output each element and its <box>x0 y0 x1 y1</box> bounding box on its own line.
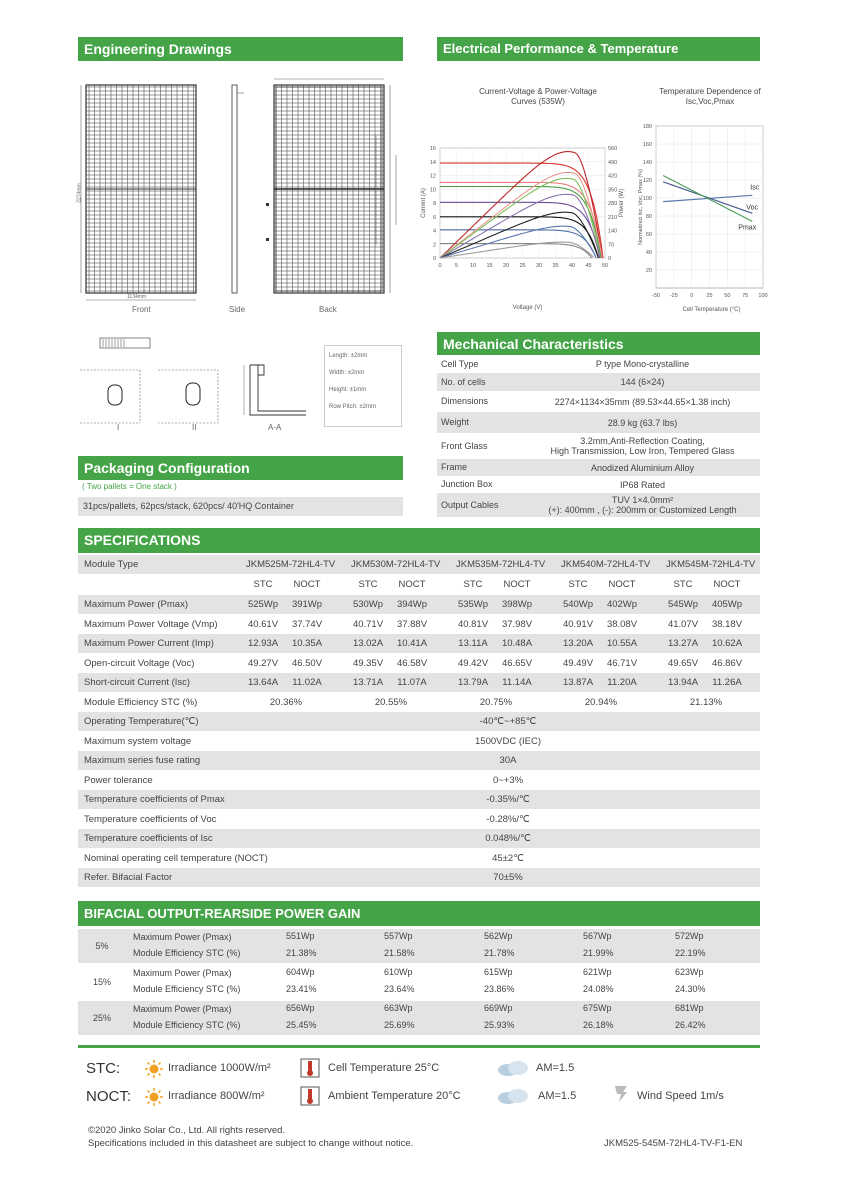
stc-am: AM=1.5 <box>536 1062 575 1074</box>
bifacial-gain-percent: 25% <box>92 1013 111 1023</box>
iv-y-tick: 8 <box>432 201 436 207</box>
spec-label: Temperature coefficients of Isc <box>84 833 213 844</box>
thermometer-icon <box>300 1058 320 1078</box>
temp-y-tick: 40 <box>645 250 652 256</box>
spec-value: 46.58V <box>396 657 428 669</box>
temp-y-tick: 180 <box>642 124 652 130</box>
mechanical-header: Mechanical Characteristics <box>437 332 760 355</box>
iv-y-right-tick: 0 <box>608 256 612 262</box>
mechanical-row <box>437 412 760 433</box>
noct-wind-speed: Wind Speed 1m/s <box>637 1090 724 1102</box>
mechanical-value-line: (+): 400mm , (-): 200mm or Customized Length <box>548 505 737 515</box>
spec-value: 13.79A <box>457 677 489 688</box>
spec-value: 40.91V <box>562 618 594 630</box>
spec-value: 30A <box>499 755 517 766</box>
temp-x-label: Cell Temperature (°C) <box>682 307 741 313</box>
iv-y-tick: 2 <box>432 242 436 249</box>
mechanical-value <box>525 459 760 476</box>
bifacial-eff-value: 25.69% <box>384 1020 415 1030</box>
drawing-back-label: Back <box>319 305 337 314</box>
mechanical-value <box>525 493 760 517</box>
bifacial-eff-label: Module Efficiency STC (%) <box>133 1020 241 1030</box>
bifacial-gain-percent: 5% <box>95 941 109 951</box>
spec-label: Short-circuit Current (Isc) <box>84 677 191 688</box>
iv-chart-title <box>438 87 638 107</box>
bifacial-eff-label: Module Efficiency STC (%) <box>133 984 241 994</box>
bifacial-group <box>78 965 760 999</box>
iv-y-right-tick: 490 <box>608 159 618 166</box>
iv-x-tick: 40 <box>568 263 576 269</box>
iv-y-tick: 16 <box>429 146 436 152</box>
noct-ambient-temperature: Ambient Temperature 20°C <box>328 1090 461 1102</box>
mechanical-value <box>525 476 760 493</box>
spec-value: 40.71V <box>352 618 384 630</box>
bifacial-power-value: 669Wp <box>484 1003 513 1013</box>
mechanical-value-line: 2274×1134×35mm (89.53×44.65×1.38 inch) <box>554 396 731 407</box>
temp-series-label: Voc <box>746 204 758 212</box>
footer-copyright: ©2020 Jinko Solar Co., Ltd. All rights reserved. <box>88 1125 286 1136</box>
mechanical-value-line: IP68 Rated <box>619 479 666 490</box>
bifacial-eff-value: 21.78% <box>484 948 515 958</box>
tolerance-row-pitch: Row Pitch: ±2mm <box>329 404 376 410</box>
bifacial-table <box>78 929 760 1039</box>
spec-row <box>78 693 760 712</box>
bifacial-group <box>78 1001 760 1035</box>
spec-value: 0~+3% <box>492 774 524 786</box>
iv-y-label: Current (A) <box>421 188 427 218</box>
packaging-note: ( Two pallets = One stack ) <box>82 482 177 491</box>
temp-y-tick: 100 <box>642 196 652 202</box>
bifacial-bottom-rule <box>78 1045 760 1048</box>
temp-x-tick: 50 <box>724 293 731 299</box>
iv-x-tick: 10 <box>469 263 477 269</box>
iv-x-tick: 5 <box>454 263 459 269</box>
spec-label: Module Efficiency STC (%) <box>84 696 198 708</box>
noct-label: NOCT: <box>86 1088 131 1105</box>
spec-value: 11.20A <box>607 677 637 688</box>
iv-x-label: Voltage (V) <box>512 305 543 311</box>
spec-value: 46.65V <box>501 657 533 669</box>
bifacial-eff-value: 23.86% <box>484 984 515 994</box>
mechanical-value <box>525 391 760 412</box>
section-label-i: I <box>117 423 120 432</box>
spec-value: 46.50V <box>291 657 323 669</box>
temp-x-tick: 25 <box>706 293 713 299</box>
iv-x-tick: 15 <box>486 263 493 269</box>
spec-row <box>78 732 760 751</box>
spec-value: 20.75% <box>479 696 513 708</box>
spec-label: Operating Temperature(℃) <box>84 716 199 727</box>
iv-y-right-tick: 420 <box>608 173 618 180</box>
spec-value: 45±2℃ <box>492 852 524 864</box>
cloud-icon <box>496 1087 530 1105</box>
spec-value: 11.07A <box>397 677 427 688</box>
temp-x-tick: -25 <box>669 293 678 299</box>
temp-x-tick: -50 <box>652 293 660 299</box>
spec-value: 540Wp <box>562 599 594 610</box>
iv-x-tick: 20 <box>502 263 510 269</box>
mechanical-label: Front Glass <box>441 441 488 451</box>
spec-row <box>78 751 760 770</box>
spec-value: 13.94A <box>667 677 699 688</box>
spec-noct-heading: NOCT <box>713 579 741 590</box>
spec-value: 20.94% <box>584 696 618 708</box>
mechanical-row <box>437 493 760 517</box>
spec-label: Temperature coefficients of Voc <box>84 813 217 825</box>
mechanical-value-line: 28.9 kg (63.7 lbs) <box>607 417 678 428</box>
temp-y-tick: 60 <box>645 232 652 238</box>
spec-row <box>78 849 760 868</box>
spec-label: Temperature coefficients of Pmax <box>84 794 225 805</box>
drawing-front-label: Front <box>132 305 151 314</box>
spec-noct-heading: NOCT <box>608 579 636 590</box>
section-label-aa: A-A <box>268 423 282 432</box>
bifacial-power-label: Maximum Power (Pmax) <box>133 1004 232 1014</box>
spec-row <box>78 615 760 634</box>
spec-value: 46.71V <box>606 657 638 669</box>
spec-label: Nominal operating cell temperature (NOCT) <box>84 852 268 864</box>
spec-value: 405Wp <box>711 599 743 610</box>
spec-value: 398Wp <box>501 599 533 610</box>
sun-icon <box>145 1060 163 1078</box>
mechanical-label: Output Cables <box>441 500 499 510</box>
mechanical-value-line: Anodized Aluminium Alloy <box>590 462 695 473</box>
mechanical-label: No. of cells <box>441 377 486 387</box>
iv-y-tick: 6 <box>432 214 436 221</box>
bifacial-eff-value: 21.99% <box>583 948 614 958</box>
mechanical-row <box>437 459 760 476</box>
iv-y-tick: 12 <box>429 173 436 180</box>
specifications-header: SPECIFICATIONS <box>78 528 760 553</box>
iv-y-right-tick: 210 <box>608 214 618 221</box>
spec-row <box>78 595 760 614</box>
bifacial-power-value: 663Wp <box>384 1003 413 1013</box>
spec-value: -40℃~+85℃ <box>479 716 537 727</box>
mechanical-table <box>437 355 760 517</box>
bifacial-eff-value: 24.30% <box>675 984 706 994</box>
spec-value: 38.18V <box>711 618 743 630</box>
mechanical-value <box>525 355 760 373</box>
detail-drawings-figure <box>78 335 318 435</box>
thermometer-icon <box>300 1086 320 1106</box>
drawing-height-dim: 2274mm <box>76 183 83 203</box>
spec-row <box>78 790 760 809</box>
iv-chart <box>415 140 630 320</box>
mechanical-label: Junction Box <box>441 479 493 489</box>
spec-value: 37.74V <box>291 618 323 630</box>
spec-row <box>78 654 760 673</box>
bifacial-power-value: 623Wp <box>675 967 704 977</box>
spec-value: 46.86V <box>711 657 743 669</box>
temp-y-label: Normalized Isc, Voc, Pmax (%) <box>638 169 644 245</box>
mechanical-value-line: P type Mono-crystalline <box>595 359 690 369</box>
iv-y-right-tick: 280 <box>608 201 618 207</box>
bifacial-power-label: Maximum Power (Pmax) <box>133 932 232 942</box>
specifications-table <box>78 555 760 890</box>
bifacial-eff-value: 23.64% <box>384 984 415 994</box>
packaging-header: Packaging Configuration <box>78 456 403 480</box>
bifacial-eff-value: 25.93% <box>484 1020 515 1030</box>
spec-model-name: JKM525M-72HL4-TV <box>246 559 336 570</box>
iv-x-tick: 25 <box>519 263 526 269</box>
spec-value: 40.81V <box>457 618 489 630</box>
mechanical-value <box>525 373 760 391</box>
conditions-panel <box>78 1054 760 1114</box>
spec-value: 525Wp <box>247 599 279 610</box>
stc-irradiance: Irradiance 1000W/m² <box>168 1062 271 1074</box>
spec-value: 13.27A <box>667 638 699 649</box>
spec-row <box>78 868 760 887</box>
spec-value: 10.35A <box>291 638 323 649</box>
temp-chart <box>628 118 778 318</box>
spec-value: 37.98V <box>501 618 533 630</box>
cloud-icon <box>496 1059 530 1077</box>
spec-row <box>78 771 760 790</box>
spec-value: -0.35%/℃ <box>486 794 530 805</box>
spec-value: 11.14A <box>502 677 532 688</box>
electrical-performance-header: Electrical Performance & Temperature Dependence <box>437 37 760 61</box>
spec-value: 13.20A <box>562 638 594 649</box>
spec-value: 530Wp <box>352 599 384 610</box>
bifacial-power-value: 567Wp <box>583 931 612 941</box>
spec-label: Module Type <box>84 559 139 570</box>
mechanical-row <box>437 391 760 412</box>
spec-value: 13.02A <box>352 638 384 649</box>
spec-value: 49.65V <box>667 657 699 669</box>
spec-label: Maximum Power Current (Imp) <box>84 638 214 649</box>
iv-y-right-tick: 140 <box>608 228 618 235</box>
spec-row <box>78 634 760 653</box>
spec-model-name: JKM530M-72HL4-TV <box>351 559 441 570</box>
spec-model-name: JKM540M-72HL4-TV <box>561 559 651 570</box>
spec-value: 37.88V <box>396 618 428 630</box>
spec-row <box>78 712 760 731</box>
bifacial-power-value: 675Wp <box>583 1003 612 1013</box>
spec-row <box>78 673 760 692</box>
temp-chart-title-line-2: Isc,Voc,Pmax <box>685 97 735 106</box>
temp-y-tick: 120 <box>642 178 652 184</box>
noct-irradiance: Irradiance 800W/m² <box>168 1090 265 1102</box>
bifacial-power-value: 604Wp <box>286 967 315 977</box>
iv-y-right-tick: 560 <box>608 146 618 152</box>
spec-value: 13.71A <box>352 677 384 688</box>
bifacial-power-value: 572Wp <box>675 931 704 941</box>
bifacial-power-value: 681Wp <box>675 1003 704 1013</box>
spec-value: 70±5% <box>493 872 523 883</box>
bifacial-power-value: 656Wp <box>286 1003 315 1013</box>
iv-x-tick: 0 <box>438 263 442 269</box>
iv-y-tick: 0 <box>432 256 436 262</box>
temp-x-tick: 100 <box>758 293 768 299</box>
engineering-drawings-figure <box>78 75 403 325</box>
bifacial-eff-value: 23.41% <box>286 984 317 994</box>
bifacial-power-value: 621Wp <box>583 967 612 977</box>
bifacial-power-value: 557Wp <box>384 931 413 941</box>
bifacial-eff-value: 21.38% <box>286 948 317 958</box>
bifacial-eff-label: Module Efficiency STC (%) <box>133 948 241 958</box>
temp-x-tick: 75 <box>742 293 749 299</box>
stc-cell-temperature: Cell Temperature 25°C <box>328 1062 440 1074</box>
noct-am: AM=1.5 <box>538 1090 577 1102</box>
spec-value: 49.27V <box>247 657 279 669</box>
mechanical-value-line: 3.2mm,Anti-Reflection Coating, <box>580 436 705 446</box>
temp-y-tick: 160 <box>642 142 652 148</box>
spec-label: Maximum series fuse rating <box>84 755 201 766</box>
mechanical-label: Weight <box>441 417 469 427</box>
spec-value: 13.64A <box>247 677 279 688</box>
bifacial-eff-value: 21.58% <box>384 948 415 958</box>
spec-value: 10.48A <box>501 638 533 649</box>
mechanical-row <box>437 433 760 459</box>
spec-value: 13.11A <box>458 638 488 649</box>
spec-stc-heading: STC <box>568 579 588 590</box>
spec-value: 402Wp <box>606 599 638 610</box>
iv-y-tick: 4 <box>432 228 436 235</box>
spec-condition-row <box>78 575 760 594</box>
iv-y-right-label: Power (W) <box>619 188 625 218</box>
bifacial-header: BIFACIAL OUTPUT-REARSIDE POWER GAIN <box>78 901 760 926</box>
spec-model-row <box>78 555 760 574</box>
spec-value: 38.08V <box>606 618 638 630</box>
bifacial-eff-value: 22.19% <box>675 948 706 958</box>
iv-x-tick: 35 <box>552 263 559 269</box>
spec-noct-heading: NOCT <box>293 579 321 590</box>
spec-value: 12.93A <box>247 638 279 649</box>
mechanical-value <box>525 433 760 459</box>
spec-label: Refer. Bifacial Factor <box>84 872 173 883</box>
iv-y-right-tick: 70 <box>608 242 615 249</box>
spec-value: 20.55% <box>374 696 408 708</box>
mechanical-row <box>437 373 760 391</box>
spec-value: 13.87A <box>562 677 594 688</box>
engineering-drawings-header: Engineering Drawings <box>78 37 403 61</box>
spec-label: Maximum Power (Pmax) <box>84 599 188 610</box>
temp-chart-title-line-1: Temperature Dependence of <box>659 87 761 96</box>
spec-label: Maximum Power Voltage (Vmp) <box>84 618 218 630</box>
tolerance-box <box>324 345 402 427</box>
packaging-detail: 31pcs/pallets, 62pcs/stack, 620pcs/ 40'HQ Container <box>78 497 403 516</box>
temp-chart-title <box>640 87 780 107</box>
mechanical-label: Cell Type <box>441 359 479 369</box>
mechanical-row <box>437 355 760 373</box>
section-label-ii: II <box>192 423 197 432</box>
temp-y-tick: 80 <box>645 214 652 220</box>
bifacial-group <box>78 929 760 963</box>
spec-value: 535Wp <box>457 599 489 610</box>
iv-chart-title-line-2: Curves (535W) <box>511 97 565 106</box>
bifacial-power-value: 615Wp <box>484 967 513 977</box>
bifacial-gain-percent: 15% <box>92 977 111 987</box>
spec-stc-heading: STC <box>358 579 378 590</box>
temp-y-tick: 20 <box>645 268 652 274</box>
spec-value: 49.42V <box>457 657 489 669</box>
spec-value: 1500VDC (IEC) <box>475 735 541 747</box>
spec-model-name: JKM545M-72HL4-TV <box>666 559 756 570</box>
spec-noct-heading: NOCT <box>503 579 531 590</box>
spec-value: 49.35V <box>352 657 384 669</box>
temp-y-tick: 140 <box>642 160 652 166</box>
bifacial-eff-value: 26.18% <box>583 1020 614 1030</box>
iv-y-right-tick: 350 <box>608 187 618 194</box>
iv-x-tick: 45 <box>585 263 592 269</box>
mechanical-label: Frame <box>441 462 468 472</box>
spec-value: 49.49V <box>562 657 594 669</box>
temp-x-tick: 0 <box>690 293 694 299</box>
bifacial-power-value: 562Wp <box>484 931 513 941</box>
tolerance-length: Length: ±2mm <box>329 353 368 359</box>
spec-label: Maximum system voltage <box>84 735 192 747</box>
spec-value: 10.55A <box>606 638 638 649</box>
spec-value: 391Wp <box>291 599 323 610</box>
spec-model-name: JKM535M-72HL4-TV <box>456 559 546 570</box>
stc-label: STC: <box>86 1060 121 1077</box>
mechanical-value-line: High Transmission, Low Iron, Tempered Glass <box>550 446 735 456</box>
iv-x-tick: 30 <box>535 263 543 269</box>
bifacial-power-label: Maximum Power (Pmax) <box>133 968 232 978</box>
spec-stc-heading: STC <box>673 579 693 590</box>
footer-disclaimer: Specifications included in this datasheet are subject to change without notice. <box>88 1138 414 1149</box>
spec-value: 40.61V <box>247 618 279 630</box>
mechanical-value <box>525 412 760 433</box>
bifacial-eff-value: 26.42% <box>675 1020 706 1030</box>
spec-stc-heading: STC <box>463 579 483 590</box>
spec-row <box>78 829 760 848</box>
spec-row <box>78 810 760 829</box>
sun-icon <box>145 1088 163 1106</box>
footer-doc-code: JKM525-545M-72HL4-TV-F1-EN <box>604 1138 743 1149</box>
spec-value: 21.13% <box>689 696 723 708</box>
mechanical-label: Dimensions <box>441 396 489 406</box>
spec-value: 394Wp <box>396 599 428 610</box>
drawing-width-dim: 1134mm <box>127 294 147 300</box>
bifacial-power-value: 610Wp <box>384 967 413 977</box>
mechanical-value-line: TUV 1×4.0mm² <box>611 495 674 505</box>
spec-value: 11.02A <box>292 677 322 688</box>
iv-x-tick: 50 <box>601 263 609 269</box>
spec-stc-heading: STC <box>253 579 273 590</box>
spec-label: Open-circuit Voltage (Voc) <box>84 657 195 669</box>
spec-label: Power tolerance <box>84 774 153 786</box>
iv-y-tick: 10 <box>429 187 436 194</box>
spec-value: 10.41A <box>396 638 428 649</box>
bifacial-eff-value: 24.08% <box>583 984 614 994</box>
temp-series-label: Isc <box>750 184 760 192</box>
tolerance-height: Height: ±1mm <box>329 387 367 393</box>
spec-value: 0.048%/℃ <box>485 833 531 844</box>
mechanical-row <box>437 476 760 493</box>
drawing-side-label: Side <box>229 305 246 314</box>
tolerance-width: Width: ±2mm <box>329 370 365 376</box>
iv-y-tick: 14 <box>429 159 436 166</box>
spec-value: 545Wp <box>667 599 699 610</box>
spec-value: 10.62A <box>711 638 743 649</box>
temp-series-label: Pmax <box>738 224 757 232</box>
bifacial-eff-value: 25.45% <box>286 1020 317 1030</box>
spec-noct-heading: NOCT <box>398 579 426 590</box>
spec-value: 20.36% <box>269 696 303 708</box>
wind-icon <box>611 1084 631 1104</box>
iv-chart-title-line-1: Current-Voltage & Power-Voltage <box>479 87 597 96</box>
spec-value: 41.07V <box>667 618 699 630</box>
spec-value: 11.26A <box>712 677 742 688</box>
bifacial-power-value: 551Wp <box>286 931 315 941</box>
spec-value: -0.28%/℃ <box>486 813 530 825</box>
mechanical-value-line: 144 (6×24) <box>620 377 665 387</box>
